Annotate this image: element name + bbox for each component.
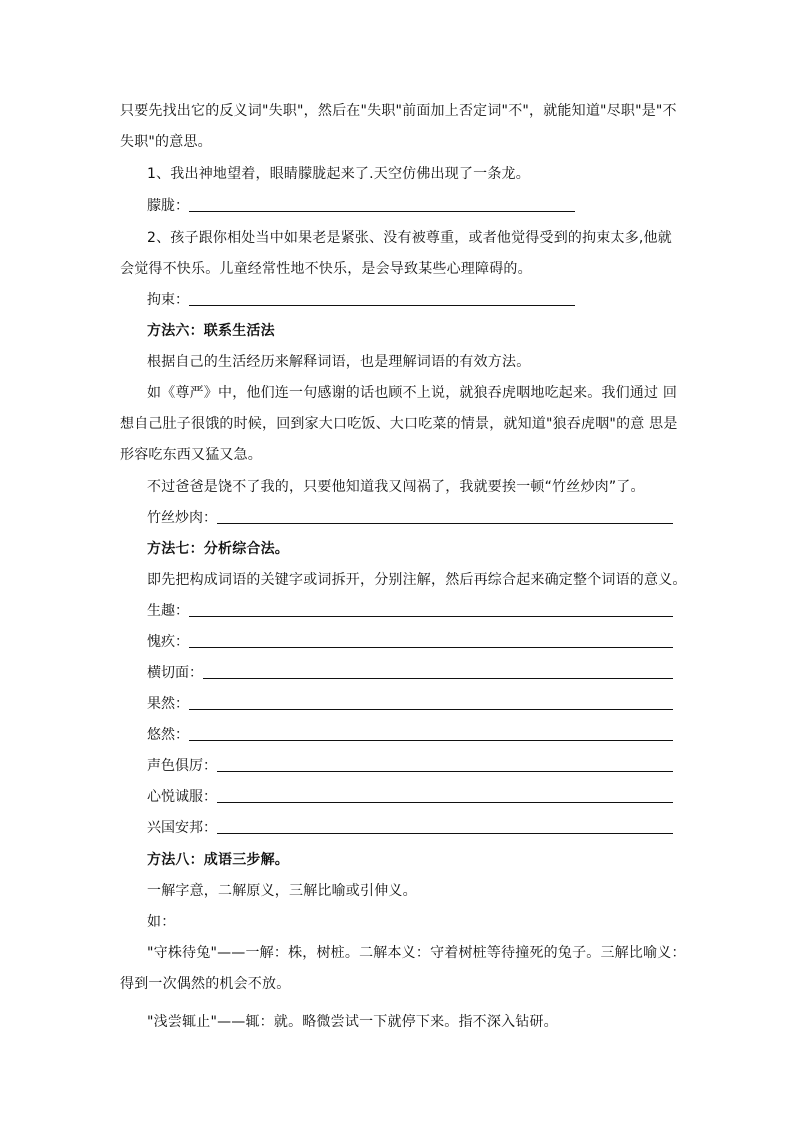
section-description: 一解字意，二解原义，三解比喻或引伸义。 — [147, 883, 417, 899]
section-description: 根据自己的生活经历来解释词语，也是理解词语的有效方法。 — [147, 354, 531, 370]
fill-in-row — [147, 508, 673, 528]
fill-in-row — [147, 756, 673, 776]
idiom-explanation-line: 得到一次偶然的机会不放。 — [120, 976, 291, 992]
answer-blank[interactable] — [217, 832, 673, 834]
fill-in-row — [147, 601, 673, 621]
example-sentence: 会觉得不快乐。儿童经常性地不快乐，是会导致某些心理障碍的。 — [120, 261, 532, 277]
word-label: 兴国安邦： — [147, 820, 217, 836]
word-label: 声色俱厉： — [147, 758, 217, 774]
word-label: 愧疚： — [147, 634, 189, 650]
example-paragraph-line: 如《尊严》中，他们连一句感谢的话也顾不上说，就狼吞虎咽地吃起来。我们通过 回 — [147, 385, 678, 401]
fill-in-row — [147, 196, 575, 216]
idiom-explanation-line: "浅尝辄止"——辄：就。略微尝试一下就停下来。指不深入钻研。 — [147, 1014, 558, 1030]
paragraph-line: 失职"的意思。 — [120, 134, 212, 150]
answer-blank[interactable] — [189, 615, 673, 617]
exercise-sentence: 不过爸爸是饶不了我的，只要他知道我又闯祸了，我就要挨一顿“竹丝炒肉”了。 — [147, 479, 645, 495]
answer-blank[interactable] — [217, 801, 673, 803]
section-heading: 方法六：联系生活法 — [147, 323, 275, 339]
answer-blank[interactable] — [217, 522, 673, 524]
word-label: 心悦诚服： — [147, 789, 217, 805]
section-description: 即先把构成词语的关键字或词拆开，分别注解，然后再综合起来确定整个词语的意义。 — [147, 572, 687, 588]
fill-in-row — [147, 787, 673, 807]
word-label: 拘束： — [147, 292, 189, 308]
example-sentence: 2、孩子跟你相处当中如果老是紧张、没有被尊重，或者他觉得受到的拘束太多,他就 — [147, 230, 672, 246]
answer-blank[interactable] — [189, 210, 575, 212]
fill-in-row — [147, 290, 575, 310]
word-label: 横切面： — [147, 665, 203, 681]
word-label: 朦胧： — [147, 198, 189, 214]
word-label: 竹丝炒肉： — [147, 510, 217, 526]
fill-in-row — [147, 632, 673, 652]
fill-in-row — [147, 663, 673, 683]
word-label: 果然： — [147, 696, 189, 712]
section-heading: 方法七：分析综合法。 — [147, 541, 289, 557]
answer-blank[interactable] — [189, 739, 673, 741]
example-paragraph-line: 形容吃东西又猛又急。 — [120, 447, 262, 463]
answer-blank[interactable] — [189, 708, 673, 710]
fill-in-row — [147, 694, 673, 714]
fill-in-row — [147, 818, 673, 838]
word-label: 生趣： — [147, 603, 189, 619]
fill-in-row — [147, 725, 673, 745]
answer-blank[interactable] — [189, 304, 575, 306]
example-sentence: 1、我出神地望着，眼睛朦胧起来了.天空仿佛出现了一条龙。 — [147, 166, 530, 182]
paragraph-line: 只要先找出它的反义词"失职"，然后在"失职"前面加上否定词"不"，就能知道"尽职"是"不 — [120, 103, 677, 119]
word-label: 悠然： — [147, 727, 189, 743]
answer-blank[interactable] — [217, 770, 673, 772]
idiom-explanation-line: "守株待兔"——一解：株，树桩。二解本义：守着树桩等待撞死的兔子。三解比喻义： — [147, 945, 686, 961]
answer-blank[interactable] — [189, 646, 673, 648]
answer-blank[interactable] — [203, 677, 673, 679]
example-paragraph-line: 想自己肚子很饿的时候，回到家大口吃饭、大口吃菜的情景，就知道"狼吞虎咽"的意 思是 — [120, 416, 678, 432]
example-intro: 如： — [147, 914, 176, 930]
section-heading: 方法八：成语三步解。 — [147, 852, 289, 868]
